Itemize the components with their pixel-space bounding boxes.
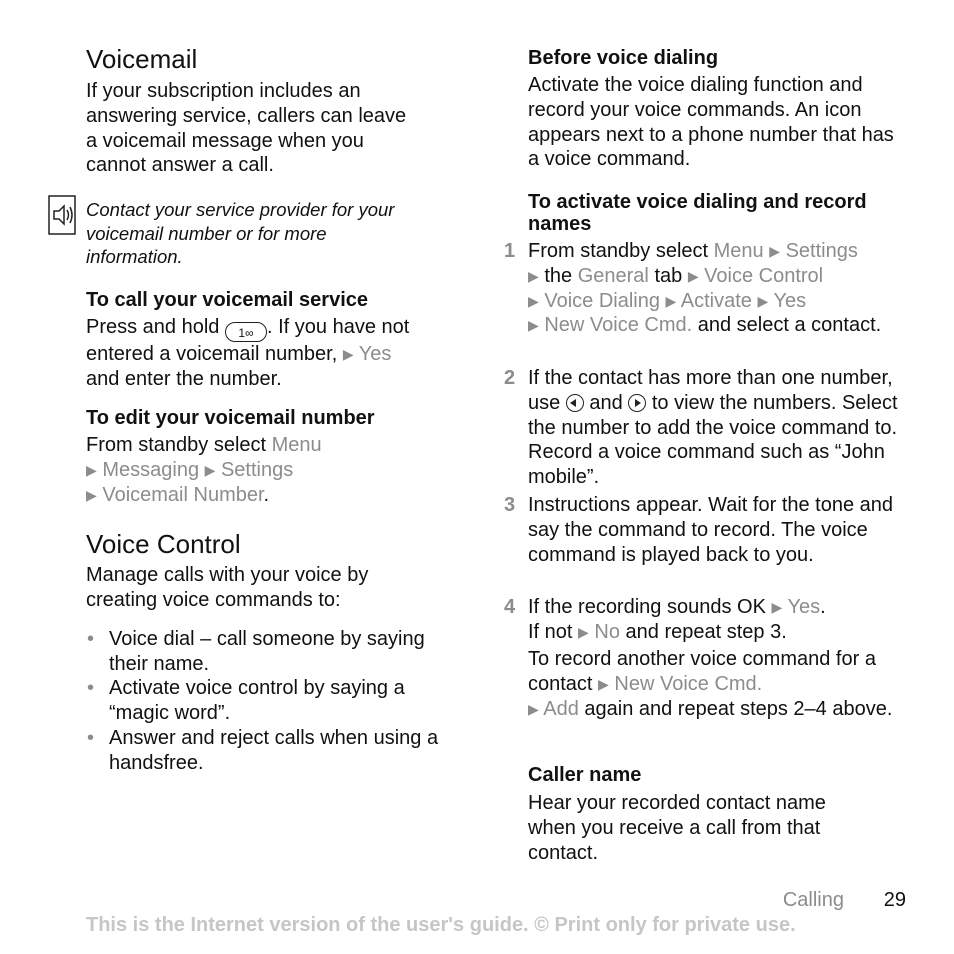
- voice-control-intro: Manage calls with your voice by creating voice commands to:: [86, 564, 369, 611]
- step-text: .: [820, 596, 826, 618]
- step-4-extra: [528, 647, 908, 721]
- call-text-3: and enter the number.: [86, 367, 282, 390]
- call-text-2: . If you have not entered a voicemail number,: [86, 316, 410, 365]
- step-2: [504, 366, 908, 490]
- call-voicemail-text: [86, 315, 416, 392]
- step-4: [504, 595, 908, 645]
- activate-voice-dialing-heading: To activate voice dialing and record names: [528, 191, 867, 235]
- bullet-dot-icon: •: [87, 677, 95, 699]
- step-text: To record another voice command for a contact: [528, 648, 876, 695]
- step-text: From standby select: [528, 240, 709, 262]
- bullet-dot-icon: •: [87, 727, 95, 749]
- menu-item-voice-control[interactable]: Voice Control: [704, 264, 824, 287]
- triangle-right-icon: ▶: [342, 346, 354, 362]
- triangle-right-icon: ▶: [204, 461, 216, 478]
- call-voicemail-heading: To call your voicemail service: [86, 289, 368, 311]
- voicemail-key-icon: 1∞: [225, 322, 267, 342]
- step-text: and repeat step 3.: [625, 620, 787, 643]
- bullet-text: Activate voice control by saying a “magic word”.: [109, 677, 405, 724]
- triangle-right-icon: ▶: [771, 599, 783, 615]
- triangle-right-icon: ▶: [578, 623, 589, 640]
- triangle-right-icon: ▶: [665, 292, 677, 309]
- footer-page-number: 29: [883, 889, 906, 911]
- edit-text: From standby select: [86, 434, 267, 456]
- step-number: 1: [504, 240, 516, 262]
- triangle-right-icon: ▶: [86, 486, 97, 503]
- menu-item-general[interactable]: General: [577, 264, 649, 287]
- triangle-right-icon: ▶: [757, 292, 769, 309]
- triangle-right-icon: ▶: [687, 267, 699, 284]
- menu-item-new-voice-cmd[interactable]: New Voice Cmd.: [614, 672, 763, 695]
- step-1: [504, 239, 908, 338]
- step-number: 3: [504, 494, 516, 516]
- triangle-right-icon: ▶: [598, 675, 609, 692]
- bullet-text: Answer and reject calls when using a handsfree.: [109, 727, 439, 774]
- menu-item-yes[interactable]: Yes: [787, 596, 821, 618]
- navigation-right-icon: [628, 394, 646, 412]
- step-text: Instructions appear. Wait for the tone and say the command to record. The voice command is played back to you.: [528, 494, 894, 566]
- step-text: and select a contact.: [697, 314, 882, 337]
- triangle-right-icon: ▶: [528, 317, 539, 334]
- step-text: the: [544, 264, 573, 287]
- voicemail-heading: Voicemail: [86, 44, 198, 74]
- speaker-note-icon: [48, 195, 76, 235]
- menu-item-menu[interactable]: Menu: [271, 434, 322, 456]
- triangle-right-icon: ▶: [528, 267, 539, 284]
- menu-item-yes[interactable]: Yes: [358, 343, 392, 365]
- menu-item-voice-dialing[interactable]: Voice Dialing: [544, 289, 660, 312]
- step-text: again and repeat steps 2–4 above.: [584, 697, 893, 720]
- menu-item-menu[interactable]: Menu: [713, 240, 764, 262]
- step-3: [504, 493, 908, 567]
- menu-item-add[interactable]: Add: [543, 697, 579, 720]
- triangle-right-icon: ▶: [528, 292, 539, 309]
- menu-item-yes[interactable]: Yes: [773, 289, 807, 312]
- before-voice-dialing-text: Activate the voice dialing function and record your voice commands. An icon appears next to a phone number that has a voice command.: [528, 74, 894, 171]
- menu-item-settings[interactable]: Settings: [785, 240, 858, 262]
- caller-name-text: Hear your recorded contact name when you receive a call from that contact.: [528, 792, 826, 864]
- call-text-1: Press and hold: [86, 316, 220, 338]
- footer-section-label: Calling: [782, 889, 844, 911]
- menu-item-new-voice-cmd[interactable]: New Voice Cmd.: [544, 314, 693, 337]
- menu-item-activate[interactable]: Activate: [680, 289, 752, 312]
- menu-item-messaging[interactable]: Messaging: [102, 458, 200, 481]
- voice-control-heading: Voice Control: [86, 529, 241, 559]
- triangle-right-icon: ▶: [528, 700, 539, 717]
- bullet-dot-icon: •: [87, 628, 95, 650]
- before-voice-dialing-heading: Before voice dialing: [528, 47, 719, 69]
- key-label: 1: [238, 326, 246, 340]
- bullet-item: [87, 676, 439, 726]
- caller-name-heading: Caller name: [528, 764, 642, 786]
- step-text: tab: [654, 264, 683, 287]
- bullet-item: [87, 726, 469, 776]
- note-text: Contact your service provider for your voicemail number or for more information.: [86, 199, 395, 267]
- triangle-right-icon: ▶: [769, 243, 781, 259]
- menu-item-settings[interactable]: Settings: [220, 458, 294, 481]
- menu-item-no[interactable]: No: [594, 620, 620, 643]
- step-number: 2: [504, 367, 516, 389]
- navigation-left-icon: [566, 394, 584, 412]
- step-text: and: [589, 391, 623, 414]
- menu-item-voicemail-number[interactable]: Voicemail Number: [102, 483, 264, 506]
- edit-period: .: [263, 483, 270, 506]
- footer-disclaimer: This is the Internet version of the user's guide. © Print only for private use.: [86, 914, 796, 936]
- step-number: 4: [504, 596, 516, 618]
- bullet-text: Voice dial – call someone by saying their name.: [109, 628, 425, 675]
- step-text: If the recording sounds OK: [528, 596, 766, 618]
- triangle-right-icon: ▶: [86, 461, 97, 478]
- edit-voicemail-text: [86, 433, 416, 507]
- step-text: If the contact has more than one number, use: [528, 367, 893, 414]
- voicemail-intro: If your subscription includes an answering service, callers can leave a voicemail message when you cannot answer a call.: [86, 80, 407, 177]
- step-text: If not: [528, 620, 573, 643]
- bullet-item: [87, 627, 469, 677]
- edit-voicemail-heading: To edit your voicemail number: [86, 407, 375, 429]
- step-text: to view the numbers. Select the number to add the voice command to. Record a voice command such as “John mobile”.: [528, 391, 898, 489]
